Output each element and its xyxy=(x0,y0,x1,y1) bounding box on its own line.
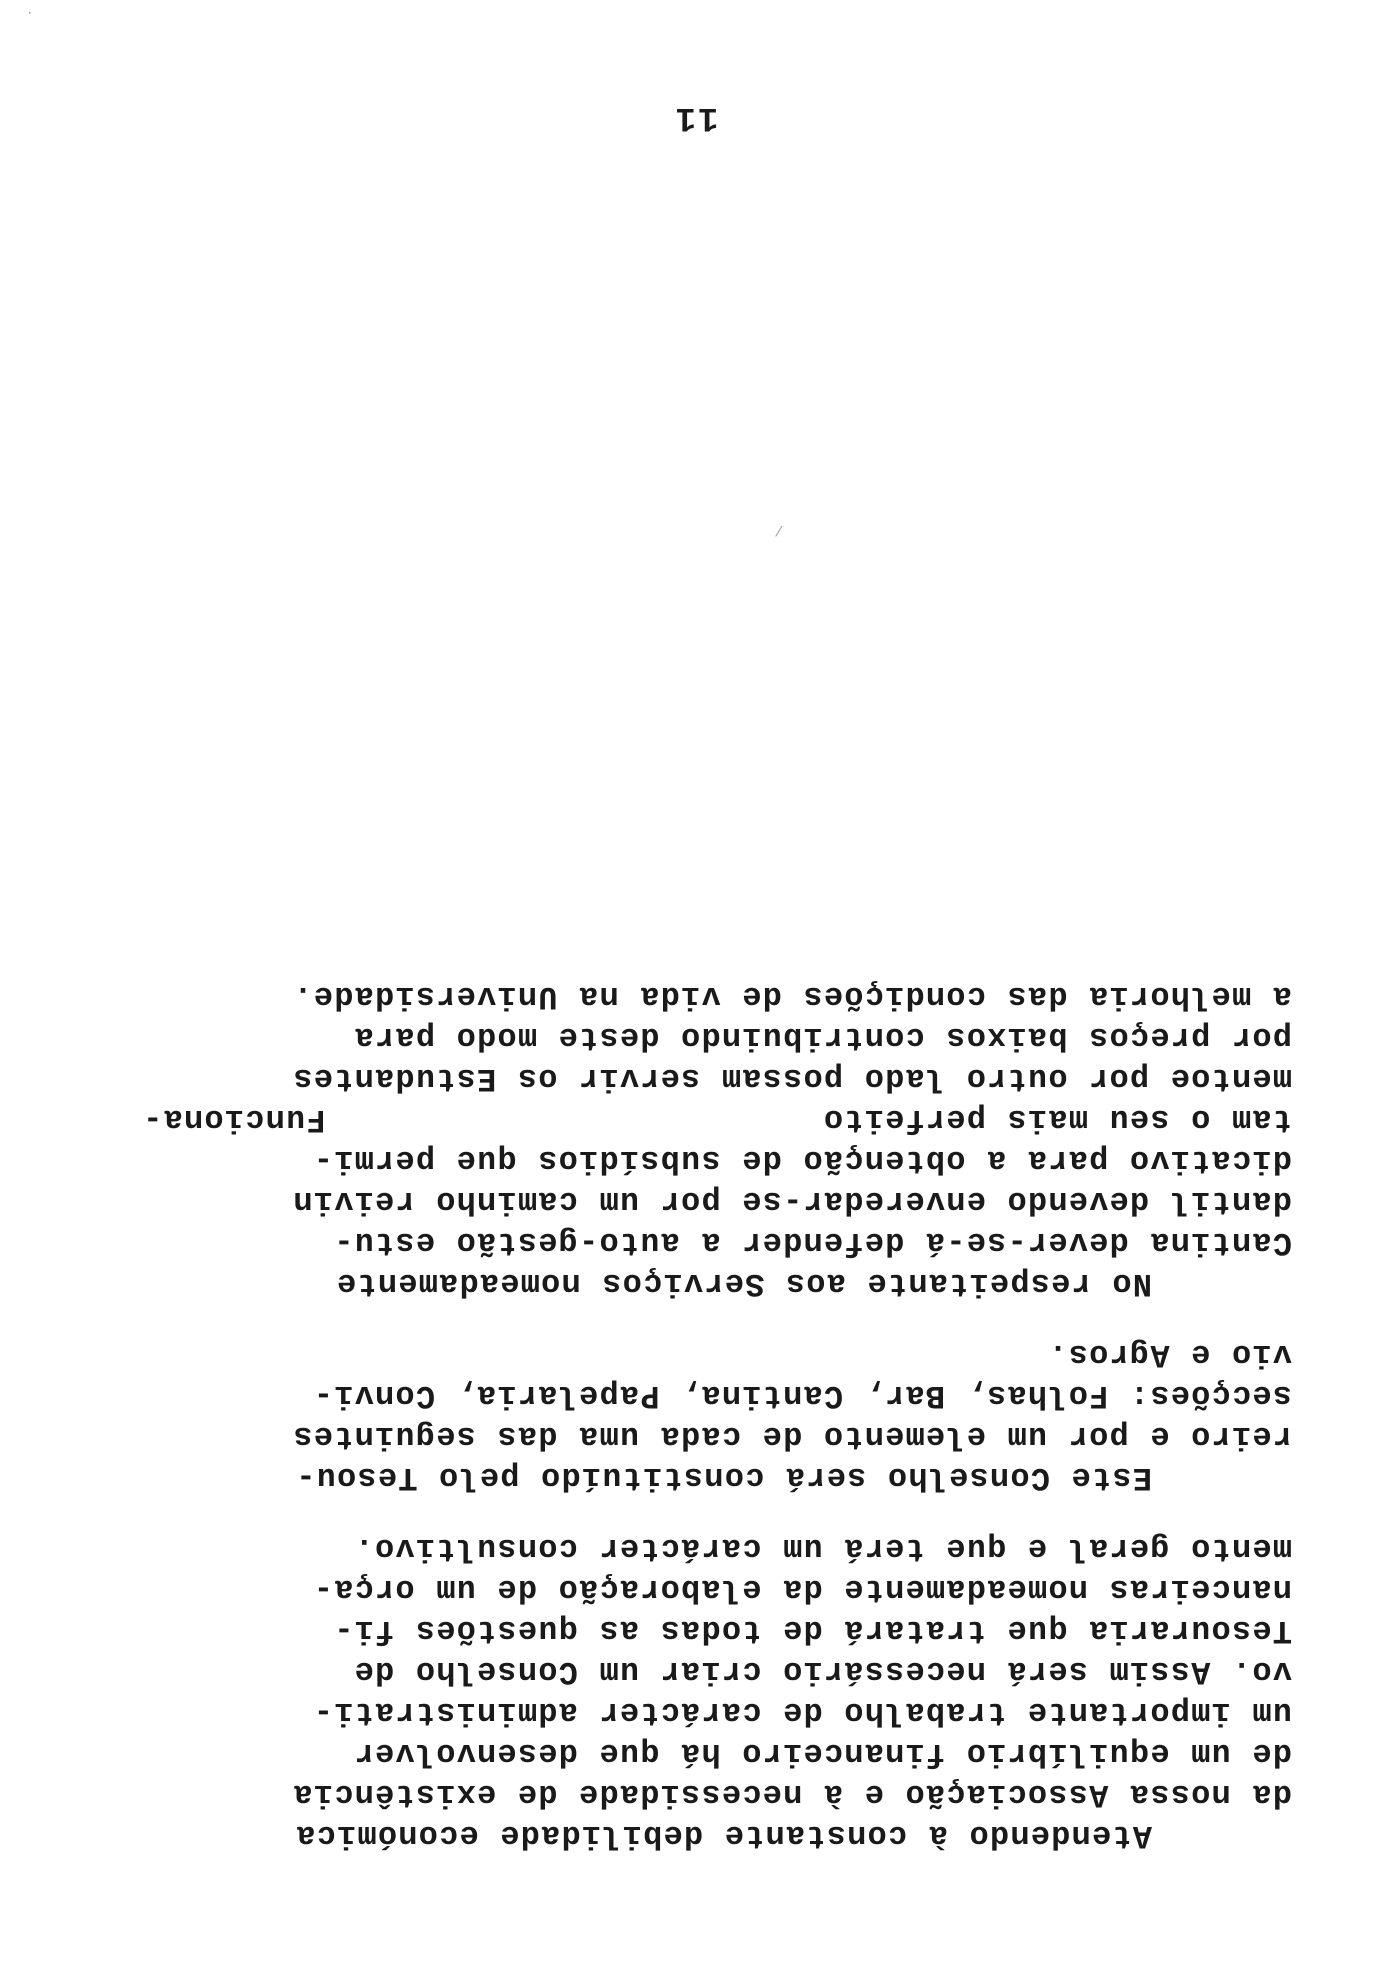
text-line: dantil devendo enveredar-se por um caminho reivin xyxy=(292,1183,1292,1220)
text-line: por preços baixos contribuindo deste modo para xyxy=(353,1019,1292,1056)
text-line: dicativo para a obtenção de subsídios que permi- xyxy=(312,1142,1292,1179)
text-line: mento geral e que terá um carácter consultivo. xyxy=(353,1530,1292,1567)
text-line: Atendendo à constante debilidade económica xyxy=(295,1817,1152,1854)
text-line: da nossa Associação e à necessidade de existência xyxy=(292,1776,1292,1813)
text-line: de um equilíbrio financeiro há que desenvolver xyxy=(353,1735,1292,1772)
text-line: reiro e por um elemento de cada uma das seguintes xyxy=(292,1418,1292,1455)
text-fragment: Funciona- xyxy=(142,1101,326,1138)
text-line: No respeitante aos Serviços nomeadamente xyxy=(335,1265,1152,1302)
text-line: nanceiras nomeadamente da elaboração de um orça- xyxy=(312,1571,1292,1608)
text-line: Este Conselho será constituído pelo Tesou- xyxy=(295,1459,1152,1496)
page-number: 11 xyxy=(673,98,719,136)
text-line: vo. Assim será necessário criar um Conselho de xyxy=(353,1653,1292,1690)
text-line-split xyxy=(142,1099,1292,1140)
scan-speck: · xyxy=(27,4,32,20)
text-line: a melhoria das condições de vida na Universidade. xyxy=(292,978,1292,1015)
text-line: Cantina dever-se-á defender a auto-gestão estu- xyxy=(333,1224,1292,1261)
scan-speck: ⁄ xyxy=(777,522,780,538)
text-line: Tesouraria que tratará de todas as questões fi- xyxy=(333,1612,1292,1649)
text-fragment: tam o seu mais perfeito xyxy=(822,1101,1292,1138)
document-body xyxy=(92,976,1292,1856)
text-line: um importante trabalho de carácter administrati- xyxy=(312,1694,1292,1731)
text-line: vio e Agros. xyxy=(1047,1336,1292,1373)
text-line: secções: Folhas, Bar, Cantina, Papelaria, Convi- xyxy=(312,1377,1292,1414)
text-line: mentoe por outro lado possam servir os Estudantes xyxy=(292,1060,1292,1097)
